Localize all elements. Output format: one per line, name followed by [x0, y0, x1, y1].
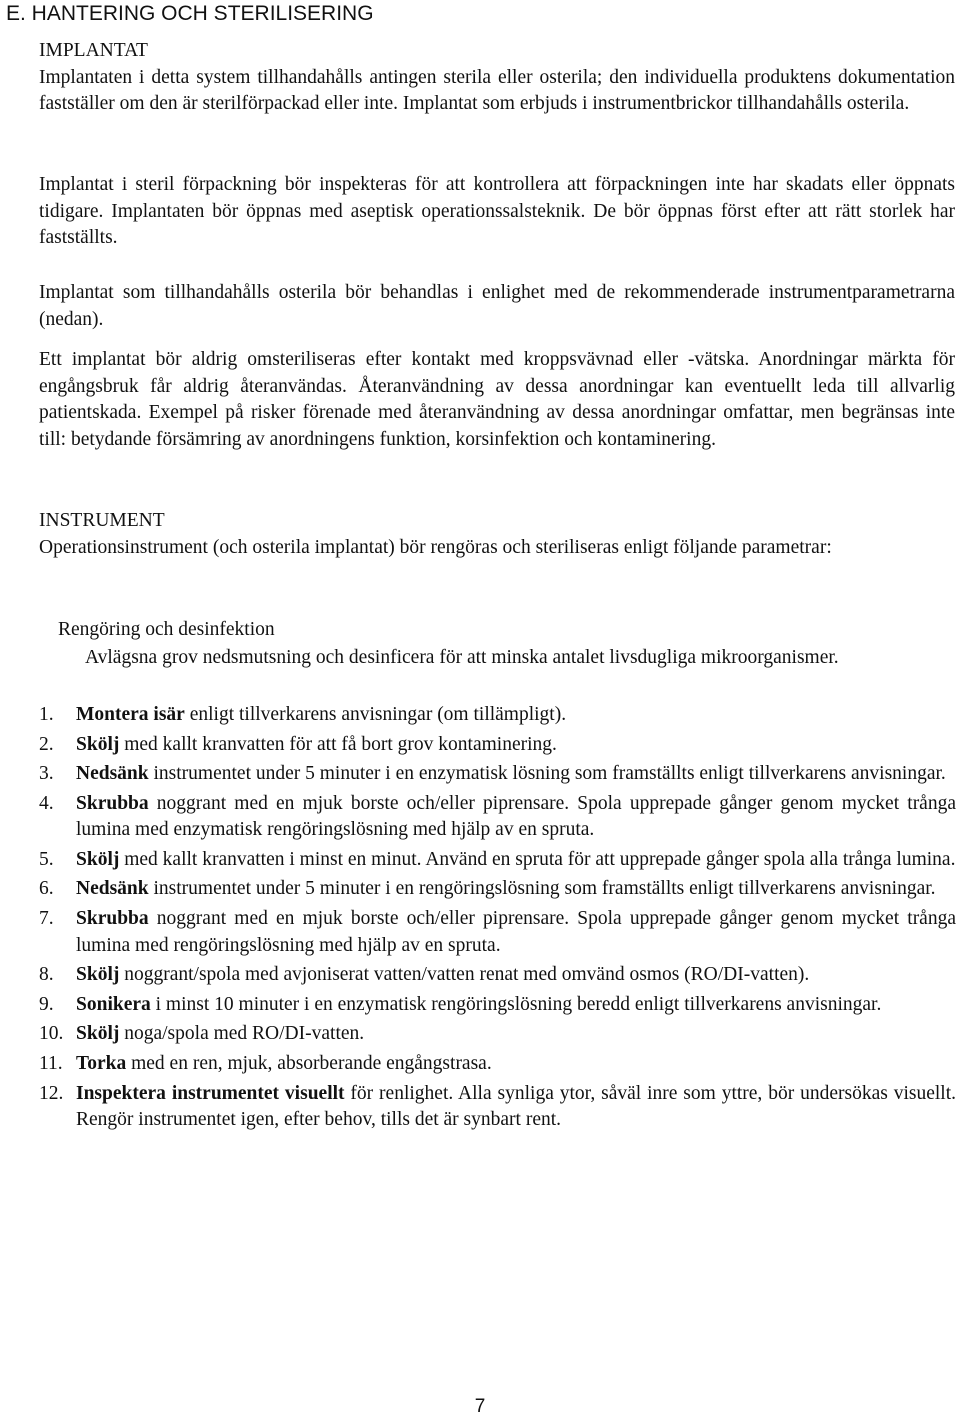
step-action: Skölj: [76, 848, 120, 870]
step-number: 5.: [39, 848, 54, 870]
step-action: Torka: [76, 1052, 127, 1074]
implantat-paragraph-3-block: [39, 280, 955, 333]
step-action: Skrubba: [76, 792, 149, 814]
list-item: [39, 847, 956, 874]
step-action: Sonikera: [76, 993, 151, 1015]
step-text: i minst 10 minuter i en enzymatisk rengöringslösning beredd enligt tillverkarens anvisningar.: [150, 993, 882, 1015]
implantat-paragraph-1: Implantaten i detta system tillhandahålls antingen sterila eller osterila; den individuella produktens dokumentation fastställer om den är sterilförpackad eller inte. Implantat som erbjuds i instrumentbrickor tillhandahålls osterila.: [39, 66, 955, 114]
step-text: för renlighet. Alla synliga ytor, såväl inre som yttre, bör undersökas visuellt. Rengör instrumentet igen, efter behov, tills det är synbart rent.: [76, 1082, 956, 1131]
list-item: [39, 702, 956, 729]
step-number: 11.: [39, 1052, 63, 1074]
implantat-paragraph-4-block: [39, 347, 955, 453]
list-item: [39, 1021, 956, 1048]
step-number: 12.: [39, 1082, 64, 1104]
step-number: 8.: [39, 964, 54, 986]
implantat-paragraph-2-block: [39, 172, 955, 252]
step-action: Skrubba: [76, 908, 149, 930]
list-item: [39, 791, 956, 844]
step-action: Skölj: [76, 964, 120, 986]
step-number: 1.: [39, 704, 54, 725]
step-number: 7.: [39, 908, 54, 930]
step-number: 3.: [39, 763, 54, 785]
implantat-section: [39, 38, 955, 118]
step-text: med kallt kranvatten i minst en minut. Använd en spruta för att upprepade gånger spola alla trånga lumina.: [119, 848, 956, 870]
list-item: [39, 876, 956, 903]
cleaning-steps-list: [39, 702, 956, 1137]
instrument-heading: INSTRUMENT: [39, 510, 165, 531]
step-action: Montera isär: [76, 704, 185, 725]
step-text: instrumentet under 5 minuter i en enzymatisk lösning som framställts enligt tillverkarens anvisningar.: [148, 763, 946, 785]
step-text: noggrant med en mjuk borste och/eller piprensare. Spola upprepade gånger genom mycket trånga lumina med rengöringslösning med hjälp av en spruta.: [76, 908, 956, 956]
step-action: Nedsänk: [76, 763, 149, 785]
cleaning-description: Avlägsna grov nedsmutsning och desinficera för att minska antalet livsdugliga mikroorganismer.: [85, 647, 839, 668]
step-text: instrumentet under 5 minuter i en rengöringslösning som framställts enligt tillverkarens anvisningar.: [148, 878, 936, 900]
implantat-paragraph-4: Ett implantat bör aldrig omsteriliseras efter kontakt med kroppsvävnad eller -vätska. Anordningar märkta för engångsbruk får aldrig återanvändas. Återanvändning av dessa anordningar kan eventuellt leda till allvarlig patientskada. Exempel på risker förenade med återanvändning av dessa anordningar omfattar, men begränsas inte till: betydande försämring av anordningens funktion, korsinfektion och kontaminering.: [39, 349, 955, 450]
implantat-paragraph-2: Implantat i steril förpackning bör inspekteras för att kontrollera att förpackningen inte har skadats eller öppnats tidigare. Implantaten bör öppnas med aseptisk operationssalsteknik. De bör öppnas först efter att rätt storlek har fastställts.: [39, 174, 955, 248]
step-action: Nedsänk: [76, 878, 149, 900]
step-number: 6.: [39, 878, 54, 900]
cleaning-heading: Rengöring och desinfektion: [58, 619, 275, 640]
list-item: [39, 906, 956, 959]
step-text: enligt tillverkarens anvisningar (om tillämpligt).: [184, 704, 567, 725]
list-item: [39, 732, 956, 759]
implantat-heading: IMPLANTAT: [39, 40, 148, 61]
instrument-intro: Operationsinstrument (och osterila implantat) bör rengöras och steriliseras enligt följande parametrar:: [39, 536, 832, 558]
step-text: med en ren, mjuk, absorberande engångstrasa.: [126, 1052, 492, 1074]
step-action: Inspektera instrumentet visuellt: [76, 1082, 345, 1104]
implantat-paragraph-3: Implantat som tillhandahålls osterila bör behandlas i enlighet med de rekommenderade instrumentparametrarna (nedan).: [39, 282, 955, 330]
step-number: 4.: [39, 792, 54, 814]
list-item: [39, 962, 956, 989]
step-number: 10.: [39, 1023, 64, 1045]
section-title: E. HANTERING OCH STERILISERING: [6, 2, 374, 25]
list-item: [39, 1051, 956, 1078]
step-number: 2.: [39, 733, 54, 755]
step-text: noga/spola med RO/DI-vatten.: [119, 1023, 365, 1045]
page-number: 7: [474, 1396, 486, 1417]
list-item: [39, 992, 956, 1019]
step-text: med kallt kranvatten för att få bort grov kontaminering.: [119, 733, 557, 755]
instrument-section: [39, 508, 955, 561]
step-action: Skölj: [76, 1023, 120, 1045]
step-number: 9.: [39, 993, 54, 1015]
step-text: noggrant/spola med avjoniserat vatten/vatten renat med omvänd osmos (RO/DI-vatten).: [119, 964, 810, 986]
step-text: noggrant med en mjuk borste och/eller piprensare. Spola upprepade gånger genom mycket trånga lumina med enzymatisk rengöringslösning med hjälp av en spruta.: [76, 792, 956, 841]
list-item: [39, 1081, 956, 1134]
step-action: Skölj: [76, 733, 120, 755]
list-item: [39, 761, 956, 788]
